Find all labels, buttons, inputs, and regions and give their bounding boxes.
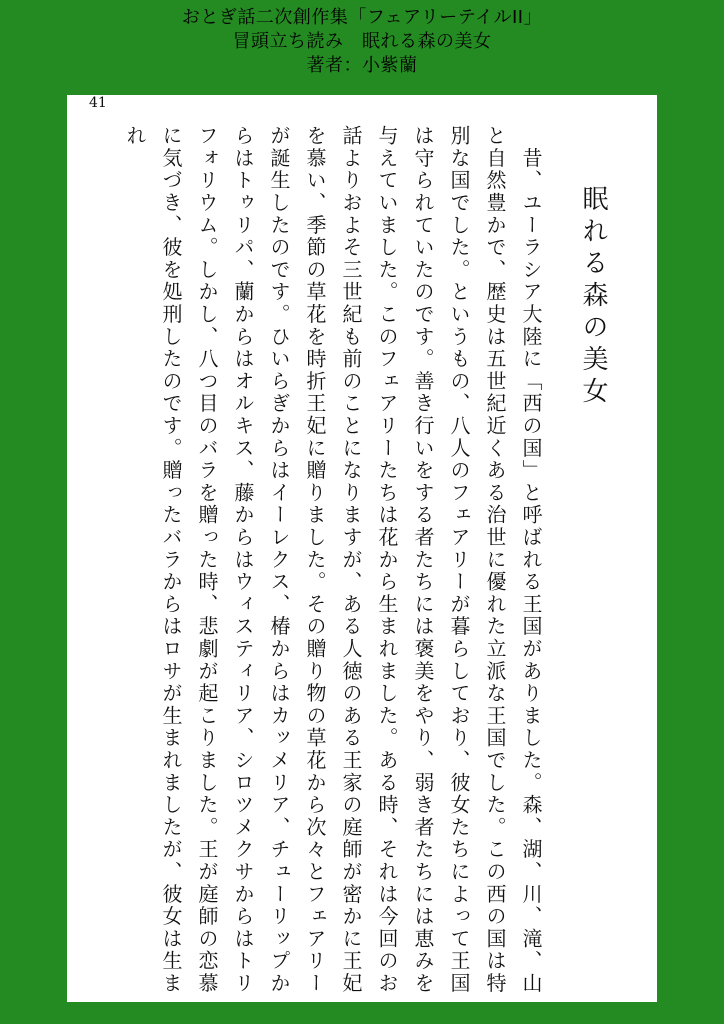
author-line: 著者：小紫蘭 <box>306 55 418 76</box>
page-number: 41 <box>89 95 107 111</box>
excerpt-title: 冒頭立ち読み 眠れる森の美女 <box>232 31 492 52</box>
paragraph: 昔、ユーラシア大陸に「西の国」と呼ばれる王国がありました。森、湖、川、滝、山と自然豊かで、歴史は五世紀近くある治世に優れた立派な王国でした。この西の国は特別な国でした。というもの、八人のフェアリーが暮らしており、彼女たちによって王国は守られていたのです。善き行いをする者たちには褒美をやり、弱き者たちには恵みを与えていました。このフェアリーたちは花から生まれました。ある時、それは今回のお話よりおよそ三世紀も前のことになりますが、ある人徳のある王家の庭師が密かに王妃を慕い、季節の草花を時折王妃に贈りました。その贈り物の草花から次々とフェアリーが誕生したのです。ひいらぎからはイーレクス、椿からはカッメリア、チューリップからはトゥリパ、蘭からはオルキス、藤からはウィスティリア、シロツメクサからはトリフォリウム。しかし、八つ目のバラを贈った時、悲劇が起こりました。王が庭師の恋慕に気づき、彼を処刑したのです。贈ったバラからはロサが生まれましたが、彼女は生まれ <box>123 125 543 995</box>
book-page <box>67 95 657 1002</box>
book-series-title: おとぎ話二次創作集「フェアリーテイルII」 <box>181 7 543 28</box>
chapter-title: 眠れる森の美女 <box>578 185 608 409</box>
header <box>0 6 724 78</box>
body-text <box>109 125 549 995</box>
